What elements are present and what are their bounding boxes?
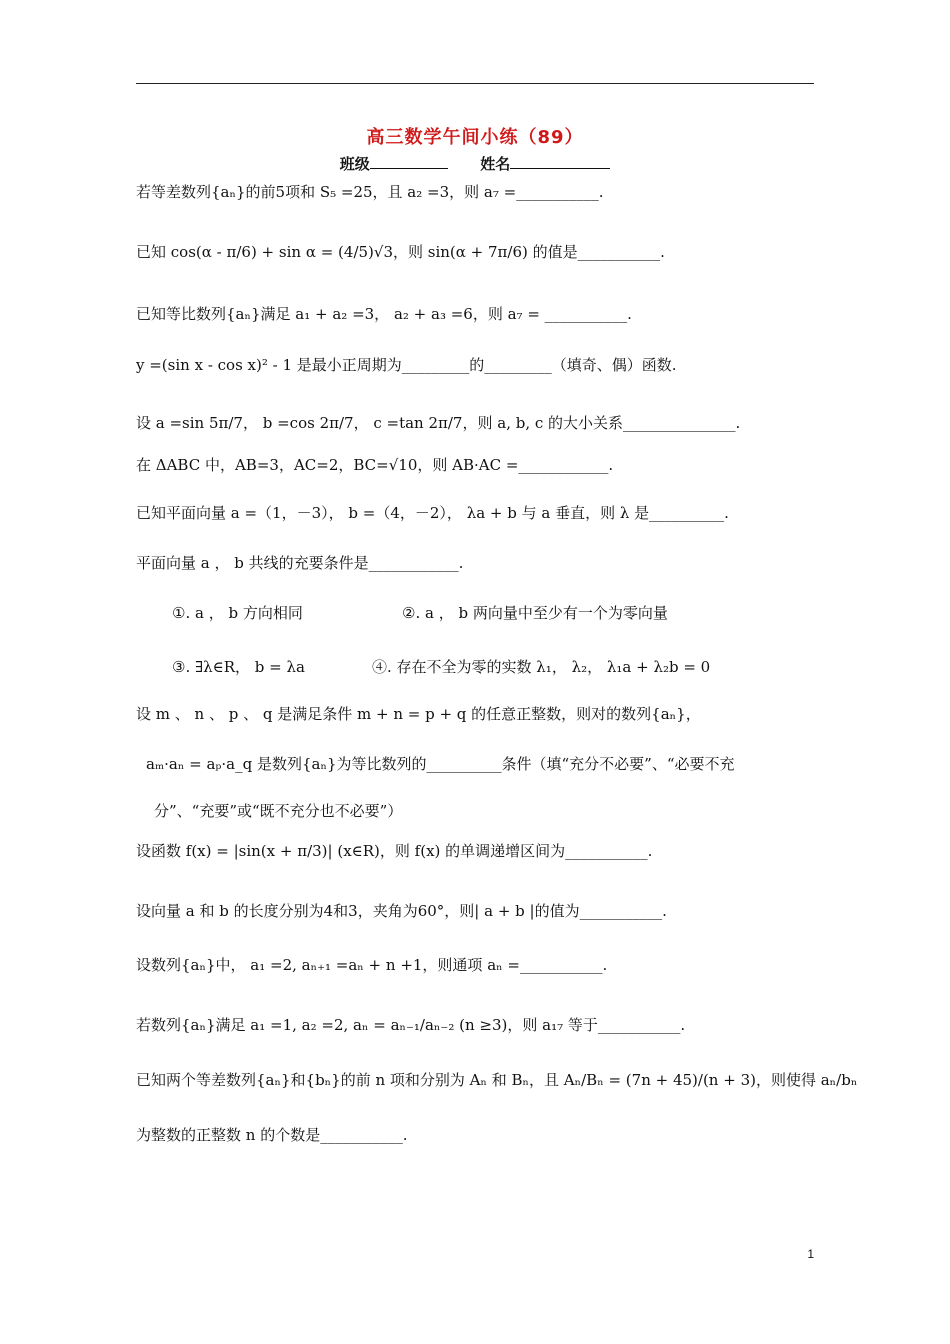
question-14-text: 已知两个等差数列{aₙ}和{bₙ}的前 n 项和分别为 Aₙ 和 Bₙ，且 Aₙ/Bₙ = (7n + 45)/(n + 3)，则使得 aₙ/bₙ: [136, 1071, 858, 1089]
question-14: [136, 1069, 858, 1091]
question-13-text: 若数列{aₙ}满足 a₁ =1, a₂ =2, aₙ = aₙ₋₁/aₙ₋₂ (n ≥3)，则 a₁₇ 等于___________.: [136, 1016, 686, 1034]
question-9-text: 设 m 、 n 、 p 、 q 是满足条件 m + n = p + q 的任意正整数，则对的数列{aₙ}，: [136, 705, 701, 723]
question-9-line-3: 分”、“充要”或“既不充分也不必要”）: [154, 802, 403, 820]
class-blank[interactable]: [370, 154, 448, 169]
question-6: [136, 454, 826, 476]
question-9: [136, 703, 826, 725]
question-1: [136, 181, 826, 203]
class-name-line: [0, 153, 950, 174]
question-11-text: 设向量 a 和 b 的长度分别为4和3，夹角为60°，则| a + b |的值为___________.: [136, 902, 667, 920]
name-label: 姓名: [480, 155, 511, 173]
question-2: [136, 241, 826, 263]
q8-option-2: ②. a ， b 两向量中至少有一个为零向量: [402, 604, 668, 622]
question-8: [136, 552, 826, 574]
question-5: [136, 412, 826, 434]
page-number: 1: [807, 1247, 814, 1261]
question-6-text: 在 ΔABC 中，AB=3，AC=2，BC=√10，则 AB·AC =____________.: [136, 456, 614, 474]
question-12: [136, 954, 826, 976]
name-blank[interactable]: [510, 154, 610, 169]
question-10: [136, 840, 826, 862]
question-4: [136, 354, 826, 376]
q8-option-3: ③. ∃λ∈R， b = λa: [172, 658, 305, 676]
question-1-text: 若等差数列{aₙ}的前5项和 S₅ =25，且 a₂ =3，则 a₇ =___________.: [136, 183, 604, 201]
question-14-line-2: 为整数的正整数 n 的个数是___________.: [136, 1126, 408, 1144]
question-10-text: 设函数 f(x) = |sin(x + π/3)| (x∈R)，则 f(x) 的单调递增区间为___________.: [136, 842, 653, 860]
q8-option-4: ④. 存在不全为零的实数 λ₁， λ₂， λ₁a + λ₂b = 0: [372, 658, 711, 676]
question-5-text: 设 a =sin 5π/7， b =cos 2π/7， c =tan 2π/7，则 a, b, c 的大小关系_______________.: [136, 414, 741, 432]
question-7: [136, 502, 826, 524]
question-7-text: 已知平面向量 a =（1，－3）， b =（4，－2）， λa + b 与 a 垂直，则 λ 是__________.: [136, 504, 729, 522]
page-title: 高三数学午间小练（89）: [366, 127, 584, 148]
question-3-text: 已知等比数列{aₙ}满足 a₁ + a₂ =3， a₂ + a₃ =6，则 a₇ = ___________.: [136, 305, 632, 323]
header-rule: [136, 83, 814, 84]
question-12-text: 设数列{aₙ}中， a₁ =2, aₙ₊₁ =aₙ + n +1，则通项 aₙ =___________.: [136, 956, 608, 974]
question-8-text: 平面向量 a ， b 共线的充要条件是____________.: [136, 554, 464, 572]
class-label: 班级: [339, 155, 370, 173]
question-11: [136, 900, 826, 922]
question-4-text: y =(sin x - cos x)² - 1 是最小正周期为_________的_________（填奇、偶）函数.: [136, 356, 677, 374]
question-13: [136, 1014, 826, 1036]
question-3: [136, 303, 826, 325]
q8-option-1: ①. a ， b 方向相同: [172, 604, 303, 622]
question-2-text: 已知 cos(α - π/6) + sin α = (4/5)√3，则 sin(α + 7π/6) 的值是___________.: [136, 243, 665, 261]
question-9-line-2: aₘ·aₙ = aₚ·a_q 是数列{aₙ}为等比数列的__________条件（填“充分不必要”、“必要不充: [146, 755, 735, 773]
